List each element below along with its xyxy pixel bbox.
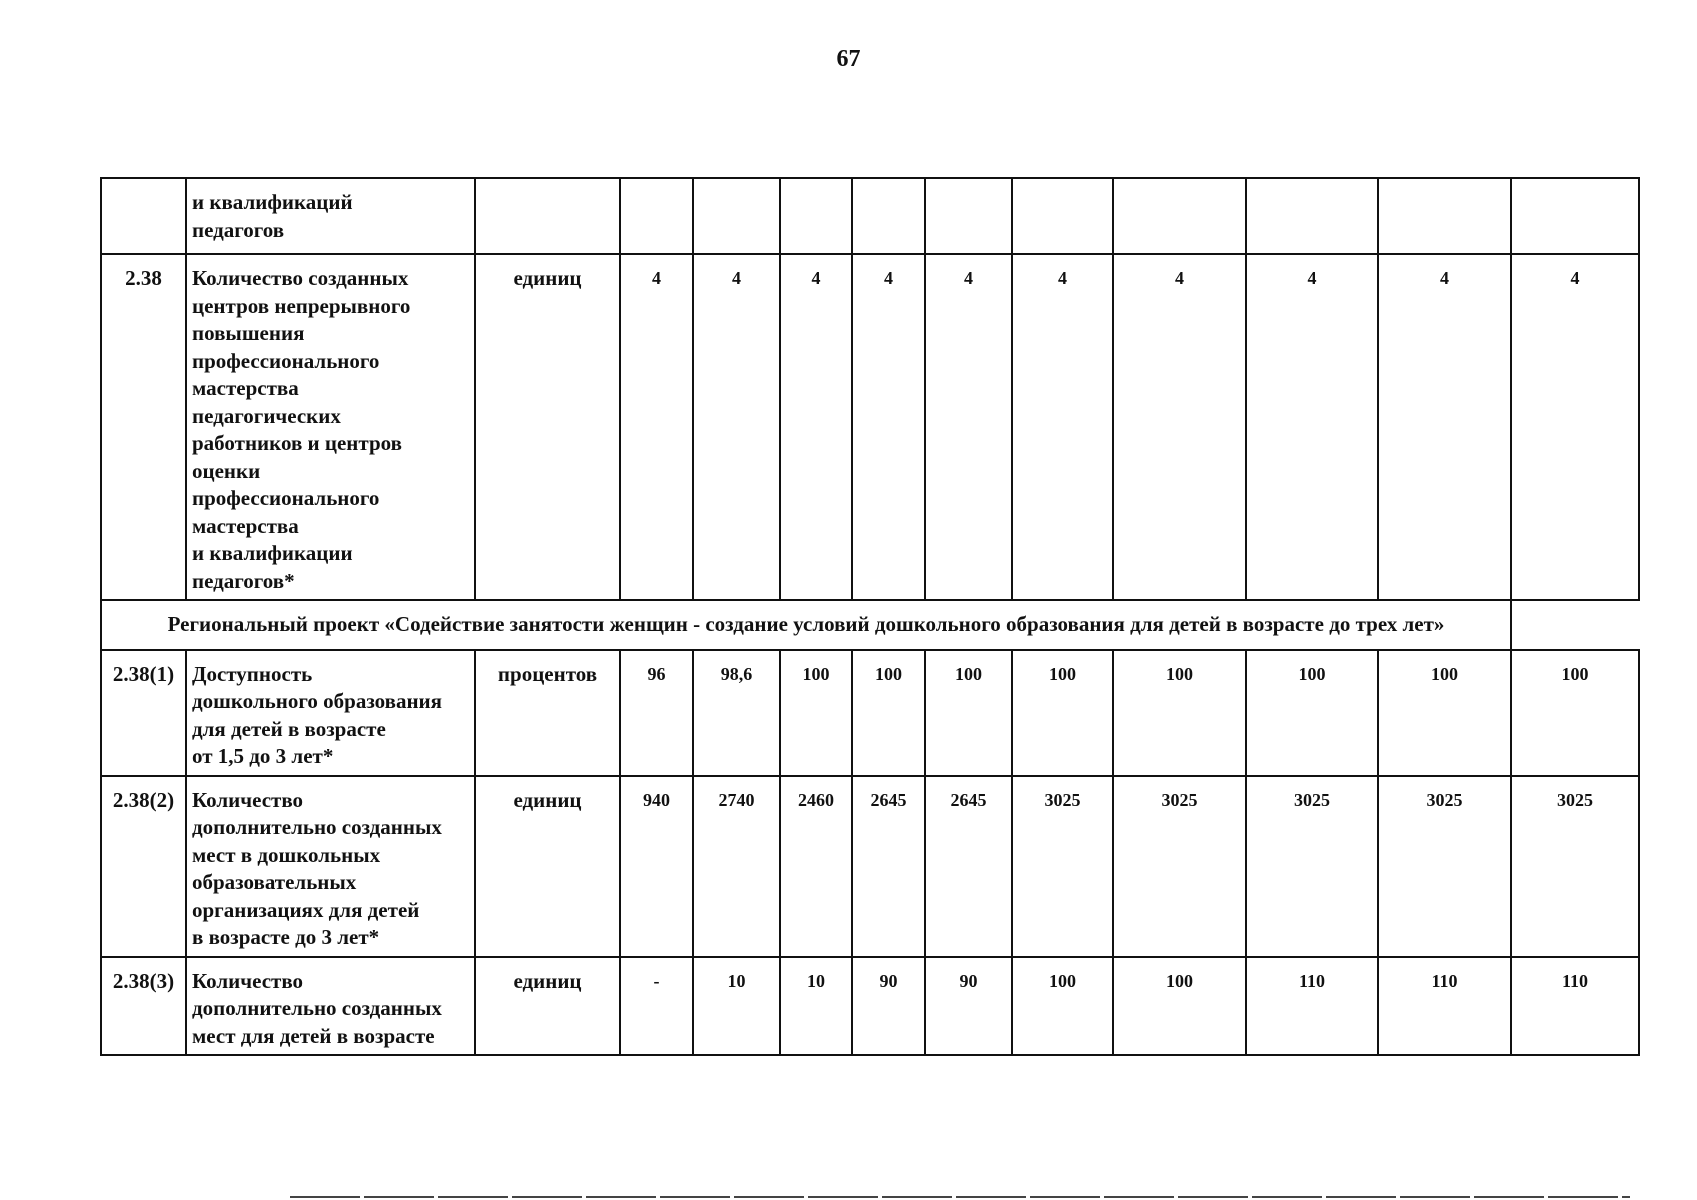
unit-cell: процентов <box>475 650 620 776</box>
name-line: центров непрерывного <box>192 293 411 318</box>
table-row <box>101 650 1639 776</box>
value-cell: 10 <box>693 957 780 1056</box>
value-cell: 100 <box>1378 650 1511 776</box>
name-line: в возрасте до 3 лет* <box>192 925 380 949</box>
value-cell: 110 <box>1246 957 1378 1056</box>
value-cell: 100 <box>1113 957 1246 1056</box>
value-cell: 4 <box>620 254 693 600</box>
indicator-name <box>186 650 475 776</box>
value-cell: 100 <box>1113 650 1246 776</box>
row-number: 2.38(3) <box>101 957 186 1056</box>
name-line: Количество <box>192 968 304 993</box>
value-cell: 4 <box>925 254 1012 600</box>
name-line: профессионального <box>192 348 380 373</box>
value-cell <box>1246 178 1378 254</box>
value-cell <box>693 178 780 254</box>
table-row <box>101 254 1639 600</box>
name-line: дополнительно созданных <box>192 996 442 1020</box>
value-cell: 100 <box>1012 957 1113 1056</box>
value-cell: 110 <box>1511 957 1639 1056</box>
value-cell: 100 <box>1511 650 1639 776</box>
indicator-name <box>186 776 475 957</box>
value-cell <box>1511 178 1639 254</box>
name-line: Количество созданных <box>192 266 409 290</box>
value-cell: 3025 <box>1113 776 1246 957</box>
row-number: 2.38 <box>101 254 186 600</box>
value-cell: 2740 <box>693 776 780 957</box>
value-cell: 4 <box>780 254 852 600</box>
section-row <box>101 600 1639 650</box>
table-row <box>101 776 1639 957</box>
value-cell: 2645 <box>852 776 925 957</box>
value-cell: 110 <box>1378 957 1511 1056</box>
name-line: мастерства <box>192 513 299 538</box>
value-cell: 3025 <box>1012 776 1113 957</box>
unit-cell: единиц <box>475 254 620 600</box>
value-cell: 2645 <box>925 776 1012 957</box>
name-line: для детей в возрасте <box>192 716 386 741</box>
value-cell <box>1378 178 1511 254</box>
value-cell <box>852 178 925 254</box>
name-line: образовательных <box>192 870 357 894</box>
row-number: 2.38(2) <box>101 776 186 957</box>
value-cell <box>1012 178 1113 254</box>
value-cell <box>780 178 852 254</box>
indicator-name <box>186 254 475 600</box>
name-line: мест в дошкольных <box>192 842 381 867</box>
value-cell: 3025 <box>1378 776 1511 957</box>
value-cell: 90 <box>852 957 925 1056</box>
value-cell: 100 <box>1012 650 1113 776</box>
value-cell: 4 <box>1378 254 1511 600</box>
unit-cell: единиц <box>475 776 620 957</box>
name-line: педагогических <box>192 403 341 428</box>
value-cell: 100 <box>780 650 852 776</box>
name-line: Доступность <box>192 661 313 686</box>
value-cell <box>925 178 1012 254</box>
indicators-table <box>100 177 1640 1056</box>
value-cell: 10 <box>780 957 852 1056</box>
value-cell: 3025 <box>1246 776 1378 957</box>
value-cell: - <box>620 957 693 1056</box>
section-heading: Региональный проект «Содействие занятости женщин - создание условий дошкольного образования для детей в возрасте до трех лет» <box>101 600 1511 650</box>
name-line: работников и центров <box>192 431 402 455</box>
value-cell: 4 <box>852 254 925 600</box>
unit-cell <box>475 178 620 254</box>
name-line: Количество <box>192 787 304 812</box>
value-cell: 4 <box>1113 254 1246 600</box>
name-line: оценки <box>192 458 261 483</box>
name-line: мастерства <box>192 376 299 400</box>
name-line: мест для детей в возрасте <box>192 1023 435 1048</box>
row-number <box>101 178 186 254</box>
name-line: и квалификаций <box>192 190 353 214</box>
value-cell: 4 <box>693 254 780 600</box>
value-cell <box>620 178 693 254</box>
value-cell: 100 <box>852 650 925 776</box>
name-line: педагогов <box>192 217 285 242</box>
value-cell: 90 <box>925 957 1012 1056</box>
value-cell: 100 <box>925 650 1012 776</box>
footer-divider <box>290 1196 1630 1198</box>
value-cell <box>1113 178 1246 254</box>
name-line: организациях для детей <box>192 897 420 922</box>
value-cell: 3025 <box>1511 776 1639 957</box>
name-line: дошкольного образования <box>192 689 443 713</box>
page-number: 67 <box>836 46 861 72</box>
name-line: педагогов* <box>192 568 295 593</box>
name-line: профессионального <box>192 486 380 510</box>
value-cell: 96 <box>620 650 693 776</box>
value-cell: 2460 <box>780 776 852 957</box>
value-cell: 4 <box>1246 254 1378 600</box>
name-line: и квалификации <box>192 541 353 565</box>
indicator-name <box>186 178 475 254</box>
name-line: повышения <box>192 321 305 345</box>
value-cell: 4 <box>1012 254 1113 600</box>
unit-cell: единиц <box>475 957 620 1056</box>
value-cell: 98,6 <box>693 650 780 776</box>
indicator-name <box>186 957 475 1056</box>
table-row <box>101 957 1639 1056</box>
table-row <box>101 178 1639 254</box>
value-cell: 4 <box>1511 254 1639 600</box>
name-line: от 1,5 до 3 лет* <box>192 744 334 768</box>
name-line: дополнительно созданных <box>192 815 442 839</box>
row-number: 2.38(1) <box>101 650 186 776</box>
value-cell: 100 <box>1246 650 1378 776</box>
value-cell: 940 <box>620 776 693 957</box>
